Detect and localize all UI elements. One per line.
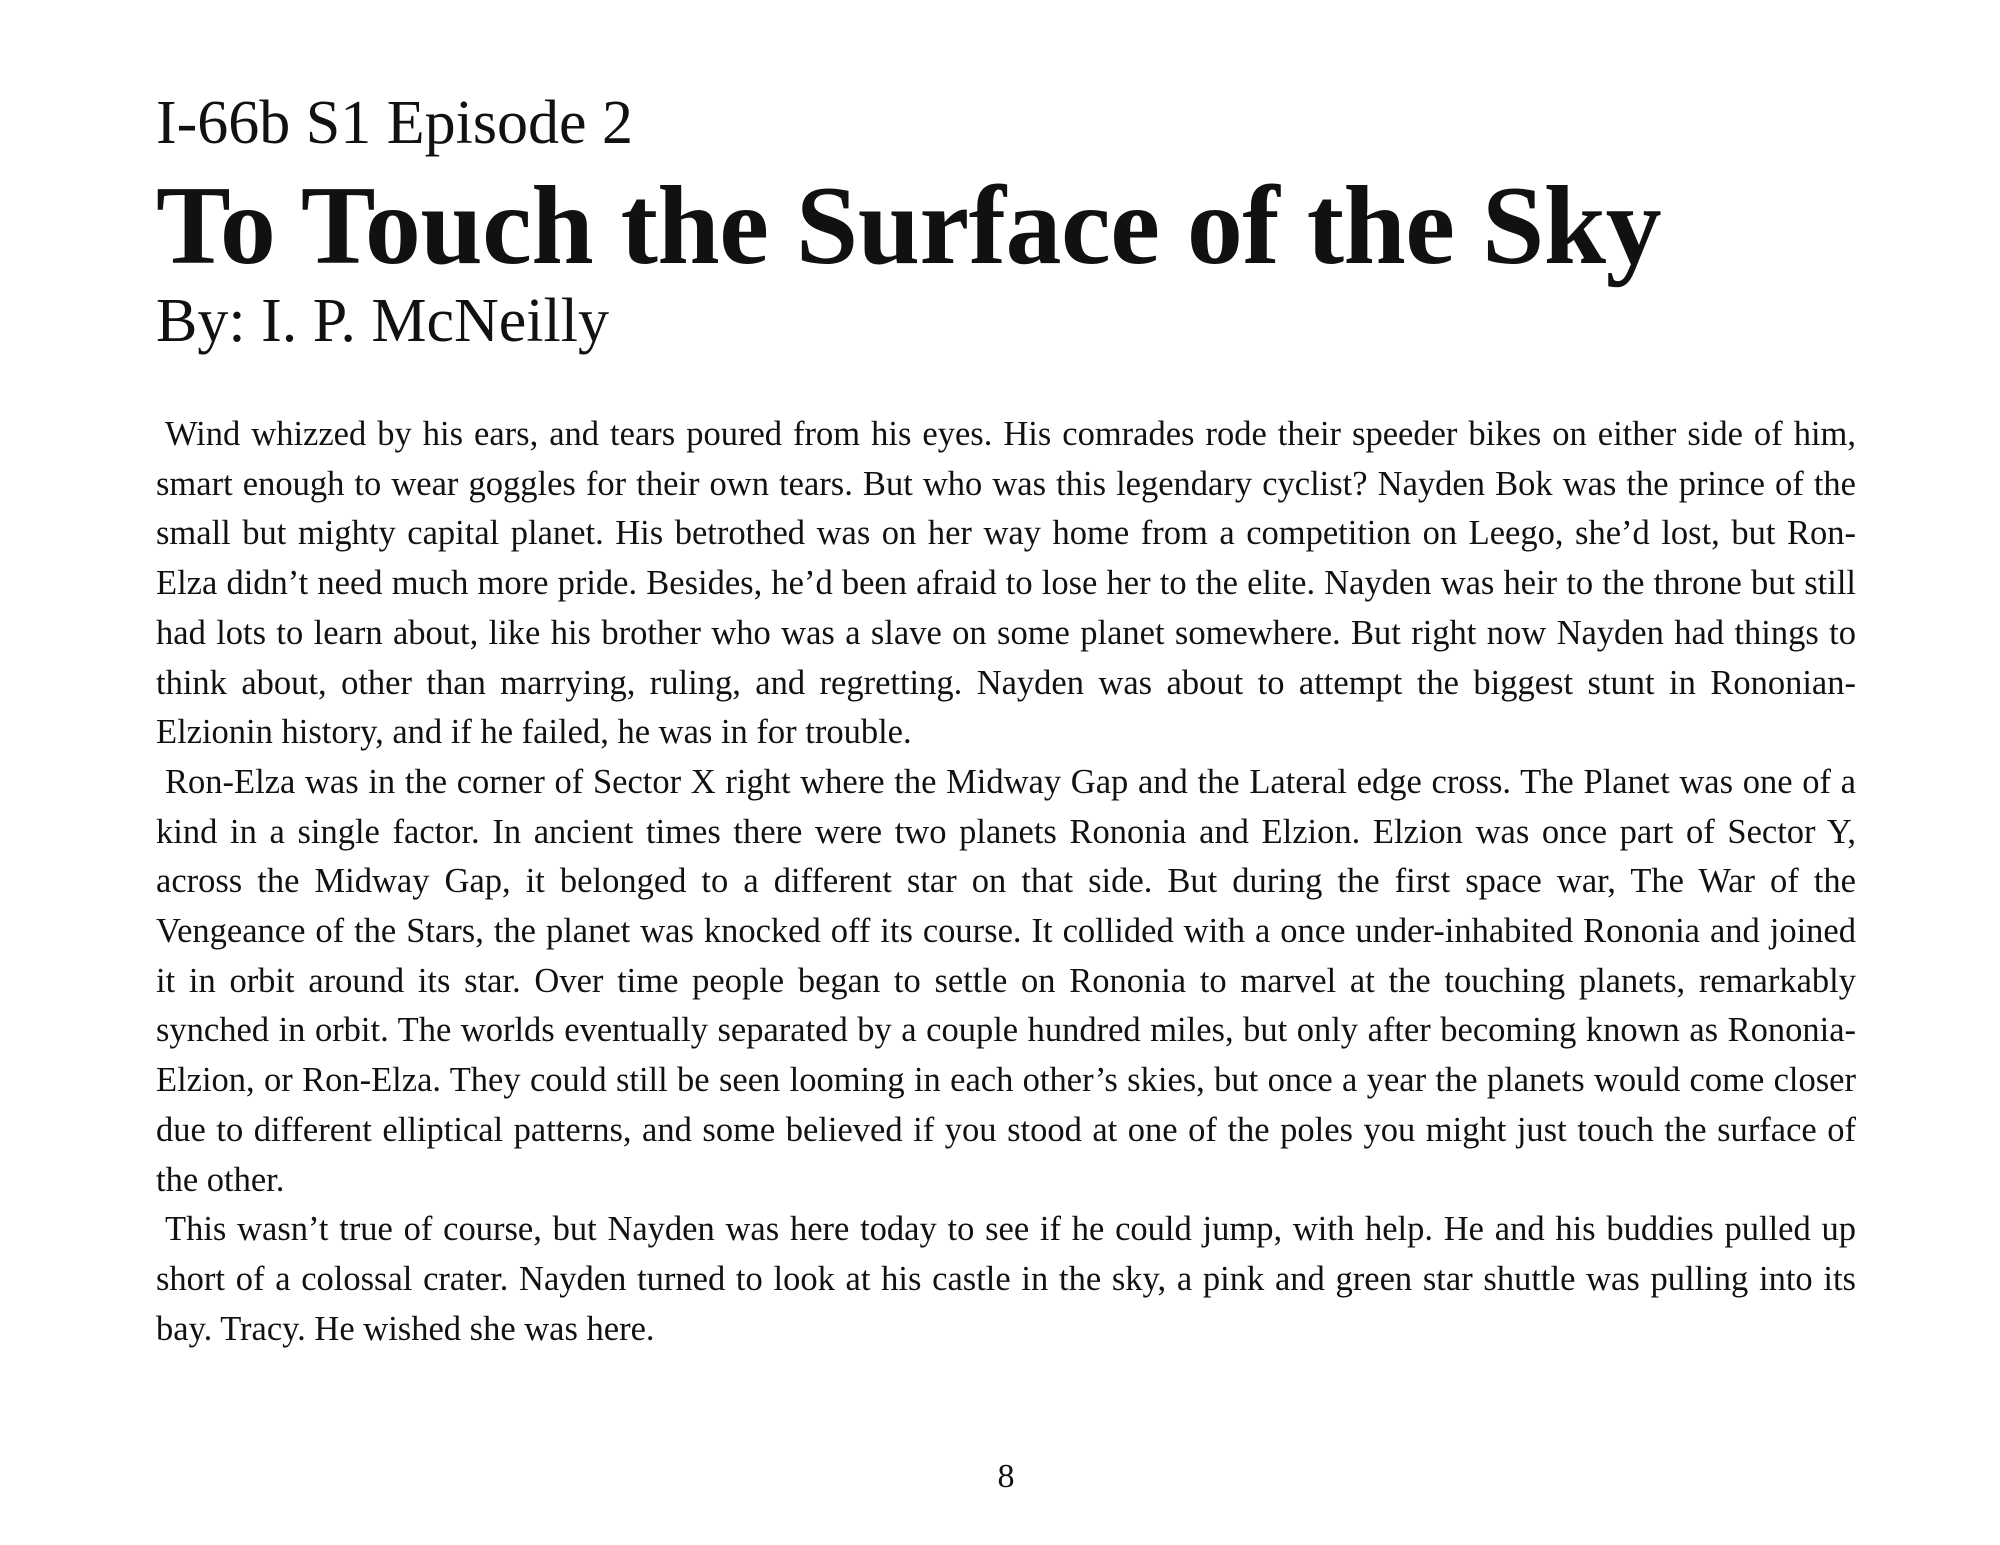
story-body [156, 410, 1856, 1354]
author-byline: By: I. P. McNeilly [156, 287, 609, 355]
document-page [156, 0, 1856, 1545]
page-number: 8 [997, 1458, 1015, 1495]
paragraph: This wasn’t true of course, but Nayden was here today to see if he could jump, with help. He and his buddies pulled up short of a colossal crater. Nayden turned to look at his castle in the sky, a pink and green star shuttle was pulling into its bay. Tracy. He wished she was here. [156, 1210, 1856, 1348]
story-title: To Touch the Surface of the Sky [156, 164, 1662, 288]
series-episode-label: I-66b S1 Episode 2 [156, 89, 634, 157]
paragraph: Wind whizzed by his ears, and tears poured from his eyes. His comrades rode their speeder bikes on either side of him, smart enough to wear goggles for their own tears. But who was this legendary cyclist? Nayden Bok was the prince of the small but mighty capital planet. His betrothed was on her way home from a competition on Leego, she’d lost, but Ron-Elza didn’t need much more pride. Besides, he’d been afraid to lose her to the elite. Nayden was heir to the throne but still had lots to learn about, like his brother who was a slave on some planet somewhere. But right now Nayden had things to think about, other than marrying, ruling, and regretting. Nayden was about to attempt the biggest stunt in Rononian-Elzionin history, and if he failed, he was in for trouble. [156, 415, 1856, 752]
paragraph: Ron-Elza was in the corner of Sector X right where the Midway Gap and the Lateral edge cross. The Planet was one of a kind in a single factor. In ancient times there were two planets Rononia and Elzion. Elzion was once part of Sector Y, across the Midway Gap, it belonged to a different star on that side. But during the first space war, The War of the Vengeance of the Stars, the planet was knocked off its course. It collided with a once under-inhabited Rononia and joined it in orbit around its star. Over time people began to settle on Rononia to marvel at the touching planets, remarkably synched in orbit. The worlds eventually separated by a couple hundred miles, but only after becoming known as Rononia-Elzion, or Ron-Elza. They could still be seen looming in each other’s skies, but once a year the planets would come closer due to different elliptical patterns, and some believed if you stood at one of the poles you might just touch the surface of the other. [156, 762, 1856, 1199]
